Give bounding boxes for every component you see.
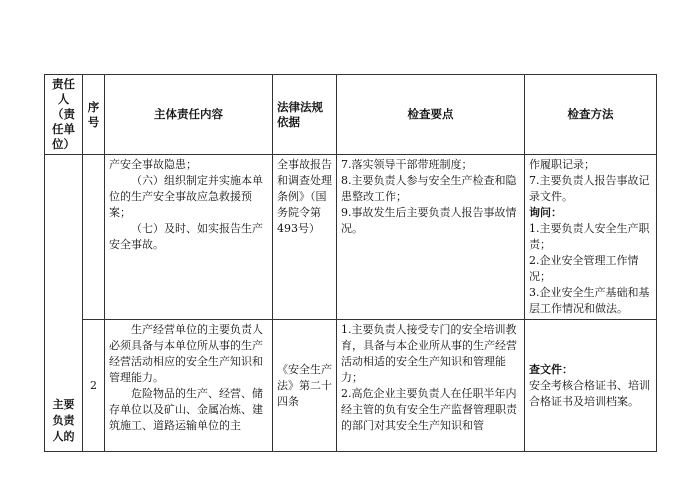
header-seq: 序号 bbox=[83, 75, 105, 155]
responsible-cell: 主要负责人的 bbox=[45, 155, 83, 452]
header-points: 检查要点 bbox=[337, 75, 525, 155]
header-content: 主体责任内容 bbox=[105, 75, 273, 155]
points-cell: 7.落实领导干部带班制度； 8.主要负责人参与安全生产检查和隐患整改工作； 9.事故发生后主要负责人报告事故情况。 bbox=[337, 155, 525, 320]
seq-cell: 2 bbox=[83, 320, 105, 452]
points-cell: 1.主要负责人接受专门的安全培训教育，具备与本企业所从事的生产经营活动相适的安全生产知识和管理能力； 2.高危企业主要负责人在任职半年内经主管的负有安全生产监督管理职责的部门对其安全生产知识和管 bbox=[337, 320, 525, 452]
header-row bbox=[45, 75, 657, 155]
content-cell: 产安全事故隐患； （六）组织制定并实施本单位的生产安全事故应急救援预案； （七）及时、如实报告生产安全事故。 bbox=[105, 155, 273, 320]
method-cell: 查文件： 安全考核合格证书、培训合格证书及培训档案。 bbox=[525, 320, 657, 452]
responsibility-table bbox=[44, 74, 657, 452]
header-law: 法律法规依据 bbox=[273, 75, 337, 155]
header-responsible: 责任人（责任单位） bbox=[45, 75, 83, 155]
header-method: 检查方法 bbox=[525, 75, 657, 155]
table-row bbox=[45, 155, 657, 320]
law-cell: 全事故报告和调查处理条例》（国务院令第493号） bbox=[273, 155, 337, 320]
content-cell: 生产经营单位的主要负责人必须具备与本单位所从事的生产经营活动相应的安全生产知识和管理能力。 危险物品的生产、经营、储存单位以及矿山、金属冶炼、建筑施工、道路运输单位的主 bbox=[105, 320, 273, 452]
table-row bbox=[45, 320, 657, 452]
seq-cell bbox=[83, 155, 105, 320]
law-cell: 《安全生产法》第二十四条 bbox=[273, 320, 337, 452]
method-cell: 作履职记录； 7.主要负责人报告事故记录文件。 询问： 1.主要负责人安全生产职责； 2.企业安全管理工作情况； 3.企业安全生产基础和基层工作情况和做法。 bbox=[525, 155, 657, 320]
